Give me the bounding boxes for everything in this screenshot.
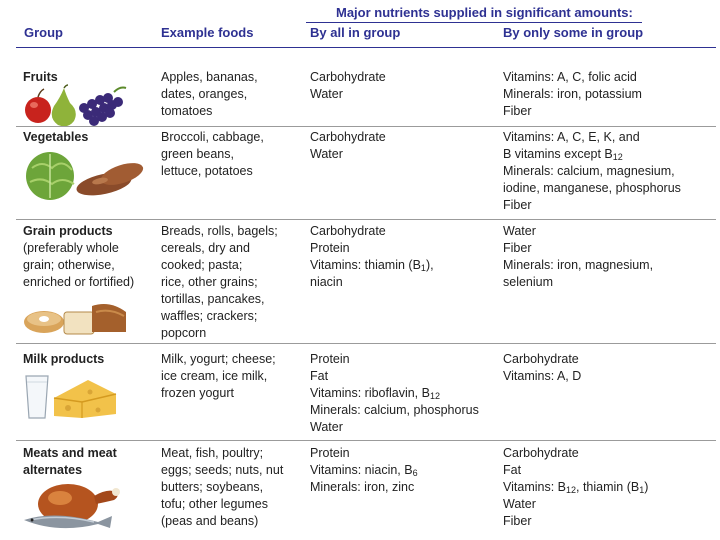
nutrient-line xyxy=(310,385,479,402)
food-line: dates, oranges, xyxy=(161,87,248,101)
group-name: Milk products xyxy=(23,352,105,366)
row-divider xyxy=(16,440,716,441)
nutrient-line: niacin xyxy=(310,275,343,289)
nutrient-line: Fat xyxy=(503,463,522,477)
food-line: tomatoes xyxy=(161,104,213,118)
some-nutrients-cell xyxy=(503,445,648,530)
nutrient-text: , thiamin (B xyxy=(576,480,640,494)
fruits-illustration xyxy=(22,84,128,128)
nutrient-line: Fiber xyxy=(503,104,532,118)
subscript: 1 xyxy=(639,485,645,495)
all-nutrients-cell xyxy=(310,445,418,496)
all-nutrients-cell xyxy=(310,223,434,291)
nutrient-text: ), xyxy=(425,258,434,272)
group-name: Fruits xyxy=(23,70,58,84)
group-column-header: Group xyxy=(24,25,63,40)
food-line: Apples, bananas, xyxy=(161,70,258,84)
food-line: Broccoli, cabbage, xyxy=(161,130,264,144)
foods-cell xyxy=(161,445,283,530)
nutrient-line: Vitamins: A, C, E, K, and xyxy=(503,130,640,144)
by-some-column-header: By only some in group xyxy=(503,25,644,40)
nutrient-text: Vitamins: riboflavin, B xyxy=(310,386,430,400)
foods-cell xyxy=(161,223,278,342)
nutrient-line: Carbohydrate xyxy=(310,70,386,84)
food-line: rice, other grains; xyxy=(161,275,258,289)
subscript: 12 xyxy=(429,391,440,401)
nutrient-line: Vitamins: A, C, folic acid xyxy=(503,70,637,84)
nutrient-line: Minerals: iron, potassium xyxy=(503,87,642,101)
food-line: Meat, fish, poultry; xyxy=(161,446,264,460)
group-name: Meats and meat xyxy=(23,446,117,460)
row-divider xyxy=(16,343,716,344)
food-line: tofu; other legumes xyxy=(161,497,269,511)
food-line: Milk, yogurt; cheese; xyxy=(161,352,276,366)
food-line: (peas and beans) xyxy=(161,514,259,528)
nutrient-line: Water xyxy=(310,147,343,161)
nutrient-line: Fiber xyxy=(503,241,532,255)
nutrient-line: Water xyxy=(503,497,536,511)
subscript: 12 xyxy=(612,152,623,162)
some-nutrients-cell xyxy=(503,351,581,385)
nutrient-line: Vitamins: A, D xyxy=(503,369,582,383)
nutrient-line xyxy=(310,257,434,274)
subscript: 12 xyxy=(566,485,577,495)
some-nutrients-cell xyxy=(503,223,653,291)
food-line: eggs; seeds; nuts, nut xyxy=(161,463,284,477)
nutrient-line: iodine, manganese, phosphorus xyxy=(503,181,681,195)
nutrient-line: Minerals: iron, magnesium, xyxy=(503,258,654,272)
foods-cell xyxy=(161,69,258,120)
food-line: Breads, rolls, bagels; xyxy=(161,224,278,238)
nutrient-line: Carbohydrate xyxy=(503,352,579,366)
subscript: 6 xyxy=(412,468,418,478)
nutrient-line: Fiber xyxy=(503,198,532,212)
group-note: (preferably whole xyxy=(23,241,119,255)
food-line: butters; soybeans, xyxy=(161,480,264,494)
header-subrule xyxy=(306,22,642,23)
group-name: Grain products xyxy=(23,224,113,238)
nutrient-line xyxy=(310,462,418,479)
group-cell xyxy=(23,445,117,479)
food-line: waffles; crackers; xyxy=(161,309,258,323)
food-line: cooked; pasta; xyxy=(161,258,243,272)
all-nutrients-cell xyxy=(310,129,386,163)
group-cell xyxy=(23,223,134,291)
some-nutrients-cell xyxy=(503,69,642,120)
nutrient-line xyxy=(503,146,681,163)
nutrient-line: Carbohydrate xyxy=(503,446,579,460)
nutrient-line: Minerals: calcium, magnesium, xyxy=(503,164,675,178)
food-line: cereals, dry and xyxy=(161,241,250,255)
meats-illustration xyxy=(20,480,130,532)
example-foods-column-header: Example foods xyxy=(161,25,254,40)
nutrient-line: Minerals: calcium, phosphorus xyxy=(310,403,479,417)
nutrient-line: Fiber xyxy=(503,514,532,528)
group-name: Vegetables xyxy=(23,130,89,144)
header-rule xyxy=(16,47,716,48)
group-name: alternates xyxy=(23,463,83,477)
nutrient-line: Carbohydrate xyxy=(310,224,386,238)
nutrient-line xyxy=(503,479,648,496)
subscript: 1 xyxy=(420,263,426,273)
nutrient-text: Vitamins: niacin, B xyxy=(310,463,413,477)
nutrient-line: Protein xyxy=(310,241,350,255)
all-nutrients-cell xyxy=(310,69,386,103)
some-nutrients-cell xyxy=(503,129,681,214)
food-line: green beans, xyxy=(161,147,234,161)
nutrient-line: Protein xyxy=(310,352,350,366)
nutrient-text: ) xyxy=(644,480,649,494)
food-line: frozen yogurt xyxy=(161,386,234,400)
all-nutrients-cell xyxy=(310,351,479,436)
nutrient-line: Water xyxy=(503,224,536,238)
nutrient-line: Minerals: iron, zinc xyxy=(310,480,415,494)
nutrient-line: Protein xyxy=(310,446,350,460)
group-note: enriched or fortified) xyxy=(23,275,135,289)
nutrient-text: Vitamins: thiamin (B xyxy=(310,258,421,272)
group-cell xyxy=(23,351,104,368)
nutrient-line: Fat xyxy=(310,369,329,383)
foods-cell xyxy=(161,351,276,402)
row-divider xyxy=(16,126,716,127)
milk-products-illustration xyxy=(24,372,120,420)
foods-cell xyxy=(161,129,264,180)
food-line: popcorn xyxy=(161,326,207,340)
nutrient-line: Water xyxy=(310,420,343,434)
food-line: ice cream, ice milk, xyxy=(161,369,268,383)
major-nutrients-heading: Major nutrients supplied in significant amounts: xyxy=(336,5,633,20)
group-note: grain; otherwise, xyxy=(23,258,115,272)
by-all-column-header: By all in group xyxy=(310,25,401,40)
nutrient-text: B vitamins except B xyxy=(503,147,613,161)
nutrient-line: selenium xyxy=(503,275,554,289)
vegetables-illustration xyxy=(22,148,148,204)
food-line: lettuce, potatoes xyxy=(161,164,253,178)
nutrient-text: Vitamins: B xyxy=(503,480,566,494)
group-cell xyxy=(23,129,88,146)
food-line: tortillas, pancakes, xyxy=(161,292,265,306)
grain-products-illustration xyxy=(22,298,132,338)
row-divider xyxy=(16,219,716,220)
nutrient-line: Carbohydrate xyxy=(310,130,386,144)
nutrient-line: Water xyxy=(310,87,343,101)
